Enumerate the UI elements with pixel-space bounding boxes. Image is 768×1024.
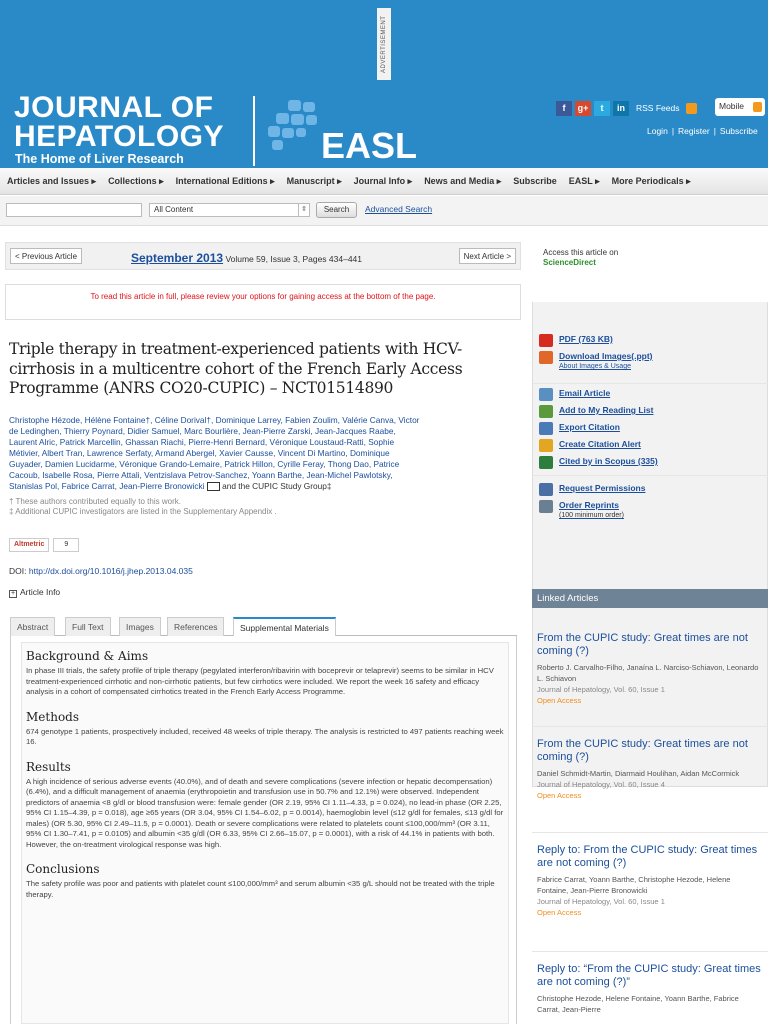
search-scope-value: All Content — [154, 205, 194, 214]
citation-alert-link[interactable] — [539, 439, 641, 452]
separator: | — [713, 126, 716, 136]
linked-article-authors: Fabrice Carrat, Yoann Barthe, Christophe Hezode, Helene Fontaine, Jean-Pierre Bronowicki — [537, 875, 731, 895]
tab-full-text[interactable]: Full Text — [65, 617, 111, 636]
linked-article-authors: Daniel Schmidt-Martin, Diarmaid Houlihan, Aidan McCormick — [537, 769, 740, 778]
nav-more-periodicals[interactable]: More Periodicals ▸ — [611, 175, 691, 186]
twitter-icon[interactable]: t — [594, 101, 610, 116]
email-article-link[interactable] — [539, 388, 610, 401]
subscribe-link[interactable]: Subscribe — [719, 126, 758, 136]
abstract-text-background: In phase III trials, the safety profile of triple therapy (pegylated interferon/ribavirin with boceprevir or telaprevir) seems to be similar in HCV treatment-experienced cirrhotic and non-cirrhotic patients, but few cirrhotics were included. We report the week 16 safety and efficacy analysis in a cohort of compensated cirrhotics treated in the French Early Access Programme. — [26, 666, 494, 696]
site-header — [0, 0, 768, 168]
author-line-last — [9, 481, 521, 492]
register-link[interactable]: Register — [678, 126, 710, 136]
abstract-heading-methods: Methods — [26, 709, 80, 724]
export-icon — [539, 422, 553, 435]
reprints-icon — [539, 500, 553, 513]
export-citation-label: Export Citation — [559, 422, 620, 432]
search-bar — [0, 196, 768, 226]
download-images-link[interactable] — [539, 351, 653, 370]
nav-international-editions[interactable]: International Editions ▸ — [175, 175, 275, 186]
rss-feeds-link[interactable]: RSS Feeds — [636, 103, 680, 113]
journal-subtitle: The Home of Liver Research — [15, 152, 184, 166]
doi-label: DOI: — [9, 566, 27, 576]
easl-wordmark[interactable]: EASL — [321, 125, 418, 166]
author-line[interactable]: de Ledinghen, Thierry Poynard, Didier Samuel, Marc Bourlière, Jean-Pierre Zarski, Jean-Jacques Raabe, — [9, 426, 396, 436]
article-navigation — [5, 242, 521, 270]
scopus-citations-label: Cited by in Scopus (335) — [559, 456, 658, 466]
linked-articles-header: Linked Articles — [532, 589, 768, 608]
content-tabs — [10, 617, 517, 636]
altmetric-label: Altmetric — [9, 538, 49, 552]
pdf-link[interactable] — [539, 334, 613, 347]
issue-info — [131, 251, 362, 265]
search-scope-select[interactable] — [149, 203, 310, 217]
ppt-icon — [539, 351, 553, 364]
about-images-link[interactable]: About Images & Usage — [559, 363, 631, 370]
journal-title-line2: HEPATOLOGY — [14, 120, 225, 153]
study-group: and the CUPIC Study Group‡ — [222, 481, 332, 491]
sciencedirect-link[interactable]: ScienceDirect — [543, 258, 596, 267]
reading-list-label: Add to My Reading List — [559, 405, 654, 415]
journal-title[interactable] — [14, 93, 224, 151]
abstract-heading-background: Background & Aims — [26, 649, 149, 663]
advertisement-label: ADVERTISEMENT — [377, 8, 391, 80]
author-footnotes — [9, 497, 277, 517]
search-button[interactable]: Search — [316, 202, 357, 218]
linked-article-title[interactable]: From the CUPIC study: Great times are not coming (?) — [537, 632, 748, 657]
access-line: Access this article on — [543, 248, 619, 257]
google-plus-icon[interactable]: g+ — [575, 101, 591, 116]
sciencedirect-access — [532, 240, 768, 284]
pdf-icon — [539, 334, 553, 347]
linked-article-authors: Roberto J. Carvalho-Filho, Janaína L. Narciso-Schiavon, Leonardo L. Schiavon — [537, 663, 759, 683]
open-access-badge: Open Access — [537, 696, 582, 705]
nav-easl[interactable]: EASL ▸ — [568, 175, 600, 186]
nav-subscribe[interactable]: Subscribe — [513, 176, 557, 186]
author-line[interactable]: Guyader, Damien Lucidarme, Véronique Grando-Lemaire, Patrick Hillon, Cyrille Feray, Thong Dao, Patrice — [9, 459, 400, 469]
header-divider — [253, 96, 255, 166]
next-article-button[interactable]: Next Article > — [459, 248, 516, 264]
advanced-search-link[interactable]: Advanced Search — [365, 204, 433, 214]
tab-references[interactable]: References — [167, 617, 224, 636]
linked-article-journal: Journal of Hepatology, Vol. 60, Issue 1 — [537, 897, 665, 906]
author-line[interactable]: Laurent Alric, Patrick Marcellin, Ghassan Riachi, Pierre-Henri Bernard, Véronique Loustaud-Ratti, Sophie — [9, 437, 395, 447]
permissions-icon — [539, 483, 553, 496]
request-permissions-link[interactable] — [539, 483, 645, 496]
nav-manuscript[interactable]: Manuscript ▸ — [286, 175, 342, 186]
article-info-label: Article Info — [20, 587, 61, 597]
alert-bell-icon — [539, 439, 553, 452]
abstract-heading-results: Results — [26, 759, 71, 774]
mobile-icon — [753, 102, 762, 112]
citation-alert-label: Create Citation Alert — [559, 439, 641, 449]
scopus-icon — [539, 456, 553, 469]
linked-article-title[interactable]: Reply to: “From the CUPIC study: Great times are not coming (?)” — [537, 963, 761, 988]
divider — [532, 726, 768, 727]
open-access-badge: Open Access — [537, 908, 582, 917]
article-tools-panel — [532, 302, 768, 787]
author-line[interactable]: Cacoub, Isabelle Rosa, Pierre Attali, Ventzislava Petrov-Sanchez, Yoann Barthe, Jean-Michel Pawlotsky, — [9, 470, 393, 480]
altmetric-badge[interactable] — [9, 538, 79, 552]
request-permissions-label: Request Permissions — [559, 483, 646, 493]
author-line[interactable]: Métivier, Albert Tran, Lawrence Serfaty, Armand Abergel, Xavier Causse, Vincent Di Martino, Dominique — [9, 448, 390, 458]
email-icon — [539, 388, 553, 401]
access-alert: To read this article in full, please review your options for gaining access at the bottom of the page. — [5, 284, 521, 320]
nav-articles-and-issues[interactable]: Articles and Issues ▸ — [7, 175, 97, 186]
reading-list-icon — [539, 405, 553, 418]
mobile-label: Mobile — [719, 101, 745, 111]
nav-news-and-media[interactable]: News and Media ▸ — [424, 175, 502, 186]
article-title: Triple therapy in treatment-experienced patients with HCV-cirrhosis in a multicentre cohort of the French Early Access Programme (ANRS CO20-CUPIC) – NCT01514890 — [9, 340, 463, 397]
chevron-updown-icon: ⇳ — [298, 204, 309, 216]
tab-images[interactable]: Images — [119, 617, 161, 636]
reading-list-link[interactable] — [539, 405, 653, 418]
nav-journal-info[interactable]: Journal Info ▸ — [353, 175, 413, 186]
linked-article-journal: Journal of Hepatology, Vol. 60, Issue 1 — [537, 685, 665, 694]
main-nav — [0, 168, 768, 195]
linked-article-authors: Christophe Hezode, Helene Fontaine, Yoann Barthe, Fabrice Carrat, Jean-Pierre — [537, 994, 739, 1014]
linked-article — [537, 844, 763, 918]
linked-article-title[interactable]: Reply to: From the CUPIC study: Great times are not coming (?) — [537, 844, 758, 869]
divider — [532, 951, 768, 952]
journal-title-line1: JOURNAL OF — [14, 91, 214, 124]
author-line[interactable]: Stanislas Pol, Fabrice Carrat, Jean-Pierre Bronowicki — [9, 481, 205, 491]
divider — [533, 475, 768, 476]
tab-supplemental-materials[interactable]: Supplemental Materials — [233, 617, 336, 636]
linkedin-icon[interactable]: in — [613, 101, 629, 116]
abstract-panel — [10, 636, 517, 1024]
scopus-citations-link[interactable] — [539, 456, 658, 469]
divider — [533, 383, 768, 384]
email-author-icon[interactable] — [207, 482, 220, 491]
separator: | — [671, 126, 675, 136]
tab-abstract[interactable]: Abstract — [10, 617, 55, 636]
altmetric-score: 9 — [53, 538, 79, 552]
abstract-heading-conclusions: Conclusions — [26, 862, 100, 876]
open-access-badge: Open Access — [537, 791, 582, 800]
export-citation-link[interactable] — [539, 422, 620, 435]
social-links — [556, 100, 697, 116]
linked-article — [537, 963, 763, 1015]
easl-logo-icon — [266, 96, 326, 156]
linked-article-journal: Journal of Hepatology, Vol. 60, Issue 4 — [537, 780, 665, 789]
order-reprints-label: Order Reprints — [559, 500, 619, 510]
nav-collections[interactable]: Collections ▸ — [108, 175, 164, 186]
linked-article-title[interactable]: From the CUPIC study: Great times are not coming (?) — [537, 738, 748, 763]
doi-link[interactable]: http://dx.doi.org/10.1016/j.jhep.2013.04.035 — [28, 566, 193, 576]
abstract-body — [21, 642, 509, 1024]
linked-article — [537, 632, 763, 706]
article-info-toggle[interactable] — [9, 587, 60, 598]
divider — [532, 832, 768, 833]
footnote-equal-contribution: † These authors contributed equally to this work. — [9, 497, 181, 506]
login-link[interactable]: Login — [647, 126, 668, 136]
order-reprints-link[interactable] — [539, 500, 624, 519]
reprints-note: (100 minimum order) — [559, 512, 624, 519]
rss-icon[interactable] — [686, 103, 697, 114]
mobile-button[interactable] — [715, 98, 765, 116]
previous-article-button[interactable]: < Previous Article — [10, 248, 82, 264]
account-links — [647, 126, 758, 136]
facebook-icon[interactable]: f — [556, 101, 572, 116]
search-input[interactable] — [6, 203, 142, 217]
abstract-text-conclusions: The safety profile was poor and patients with platelet count ≤100,000/mm³ and serum albumin <35 g/L should not be treated with the triple therapy. — [26, 879, 495, 899]
footnote-supplementary: ‡ Additional CUPIC investigators are listed in the Supplementary Appendix . — [9, 507, 277, 516]
abstract-text-results: A high incidence of serious adverse events (40.0%), and of death and severe complications (severe infection or hepatic decompensation) (6.4%), and a difficult management of anaemia (erythropoietin and transfusion use in 50.7% and 12.1%) were observed. Independent predictors of anaemia <8 g/dl or blood transfusion were: female gender (OR 2.19, 95% CI 1.11–4.33, p = 0.024), no lead-in phase (OR 2.25, 95% CI 1.15–4.39, p = 0.018), age ≥65 years (OR 3.04, 95% CI 1.54–6.02, p = 0.0014), haemoglobin level (≤12 g/dl for females, ≤13 g/dl for males) (OR 5.30, 95% CI 2.49–11.5, p = 0.0001). Death or severe complications were related to platelets count ≤100,000/mm³ (OR 3.11, 95% CI 1.30–7.41, p = 0.0105) and albumin <35 g/dl (OR 6.33, 95% CI 2.66–15.07, p = 0.0001), with a risk of 44.1% in patients with both. However, the on-treatment virological response was high. — [26, 776, 504, 849]
author-line[interactable]: Christophe Hézode, Hélène Fontaine†, Céline Dorival†, Dominique Larrey, Fabien Zoulim, Valérie Canva, Victor — [9, 415, 420, 425]
linked-article — [537, 738, 763, 801]
abstract-text-methods: 674 genotype 1 patients, prospectively included, received 48 weeks of triple therapy. The analysis is restricted to 497 patients reaching week 16. — [26, 726, 504, 746]
author-list — [9, 415, 521, 492]
email-article-label: Email Article — [559, 388, 611, 398]
download-images-label: Download Images(.ppt) — [559, 351, 653, 361]
issue-volume: Volume 59, Issue 3, Pages 434–441 — [225, 254, 363, 264]
pdf-label: PDF (763 KB) — [559, 334, 613, 344]
doi-row — [9, 566, 193, 576]
expand-plus-icon: + — [10, 590, 16, 597]
issue-month-link[interactable]: September 2013 — [131, 251, 224, 265]
